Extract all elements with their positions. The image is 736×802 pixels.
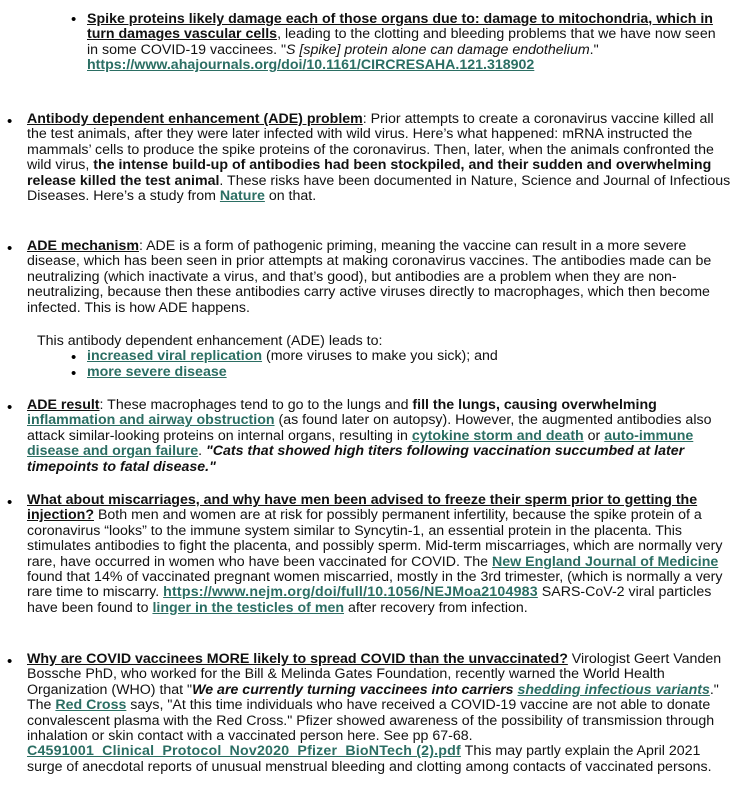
- ade-problem-text-3: on that.: [264, 188, 317, 205]
- viral-replication-link[interactable]: increased viral replication: [87, 348, 263, 364]
- spread-text-4: says, "At this time individuals who have received a COVID-19 vaccine are not able to donate convalescent plasma with the Red Cross." Pfizer showed awareness of the possibility of transmission through inhalation or skin contact with a vaccinated person here. See pp 67-68.: [27, 697, 715, 745]
- bullet-marker: •: [7, 399, 13, 416]
- ahajournals-link[interactable]: https://www.ahajournals.org/doi/10.1161/CIRCRESAHA.121.318902: [87, 57, 535, 74]
- ade-problem-text: : Prior attempts to create a coronavirus vaccine killed all the test animals, after they were later infected with wild virus. Here’s what happened: mRNA instructed the mammals’ cells to produce the spike proteins of the coronavirus. Then, later, when the animals confronted the wild virus,: [27, 111, 714, 174]
- ade-problem-text-2: . These risks have been documented in Nature, Science and Journal of Infectious Diseases. Here’s a study from: [27, 172, 731, 205]
- ade-result-paragraph: [27, 398, 733, 475]
- carriers-quote: We are currently turning vaccinees into carriers: [192, 681, 514, 698]
- miscarriages-text: Both men and women are at risk for possibly permanent infertility, because the spike protein of a coronavirus “looks” to the immune system similar to Syncytin-1, an essential protein in the placenta. This stimulates antibodies to fight the placenta, and possibly sperm. Mid-term miscarriages, which are normally very rare, have occurred in women who have been vaccinated for COVID. The: [27, 507, 723, 570]
- shedding-variants-link[interactable]: shedding infectious variants: [517, 681, 710, 698]
- bullet-marker: •: [7, 653, 13, 670]
- ade-result-heading: ADE result: [27, 397, 100, 413]
- ade-mechanism-text: : ADE is a form of pathogenic priming, meaning the vaccine can result in a more severe disease, which has been seen in prior attempts at making coronavirus vaccines. The antibodies made can be neutralizing (which inactivate a virus, and that’s good), but antibodies are a problem when they are non-neutralizing, because then these antibodies carry active viruses directly to macrophages, which then become infected. This is how ADE happens.: [27, 238, 712, 316]
- viral-replication-text: (more viruses to make you sick); and: [262, 348, 498, 364]
- miscarriages-paragraph: [27, 493, 733, 616]
- cats-quote: "Cats that showed high titers following vaccination succumbed at later timepoints to fatal disease.": [27, 443, 685, 475]
- ade-result-text-5: .: [198, 443, 206, 460]
- spike-protein-paragraph: [87, 12, 727, 74]
- ade-result-text-3: (as found later on autopsy). However, the augmented antibodies also attack similar-looking proteins on internal organs, resulting in: [27, 412, 712, 444]
- nature-link[interactable]: Nature: [219, 188, 265, 205]
- spread-text: Virologist Geert Vanden Bossche PhD, who worked for the Bill & Melinda Gates Foundation, recently warned the World Health Organization (WHO) that ": [27, 651, 722, 698]
- ade-problem-paragraph: [27, 112, 733, 204]
- cytokine-storm-link[interactable]: cytokine storm and death: [411, 427, 584, 444]
- ade-problem-heading: Antibody dependent enhancement (ADE) problem: [27, 111, 363, 127]
- spread-heading: Why are COVID vaccinees MORE likely to spread COVID than the unvaccinated?: [27, 651, 568, 667]
- ade-result-bold: fill the lungs, causing overwhelming: [412, 397, 657, 413]
- nejm-link[interactable]: New England Journal of Medicine: [492, 553, 719, 570]
- bullet-marker: •: [7, 113, 13, 130]
- bullet-marker: •: [71, 365, 77, 382]
- red-cross-link[interactable]: Red Cross: [55, 697, 127, 714]
- spike-protein-text-end: .": [589, 41, 599, 58]
- bullet-marker: •: [71, 349, 77, 366]
- bullet-marker: •: [7, 494, 13, 511]
- ade-list-item: [87, 365, 227, 380]
- miscarriages-heading: What about miscarriages, and why have men been advised to freeze their sperm prior to getting the injection?: [27, 492, 698, 524]
- miscarriages-text-4: after recovery from infection.: [344, 599, 528, 616]
- spread-paragraph: [27, 652, 733, 775]
- ade-result-text-4: or: [583, 427, 605, 444]
- testicles-link[interactable]: linger in the testicles of men: [152, 599, 345, 616]
- pfizer-protocol-link[interactable]: C4591001_Clinical_Protocol_Nov2020_Pfizer_BioNTech (2).pdf: [27, 743, 461, 760]
- inflammation-link[interactable]: inflammation and airway obstruction: [27, 412, 275, 429]
- spike-protein-heading: Spike proteins likely damage each of those organs due to: damage to mitochondria, which in turn damages vascular cells: [87, 11, 713, 43]
- spike-protein-quote: S [spike] protein alone can damage endothelium: [286, 41, 590, 58]
- bullet-marker: •: [71, 11, 77, 28]
- ade-mechanism-heading: ADE mechanism: [27, 238, 139, 254]
- severe-disease-link[interactable]: more severe disease: [87, 364, 227, 380]
- miscarriages-text-3: SARS-CoV-2 viral particles have been found to: [27, 584, 712, 616]
- ade-problem-bold: the intense build-up of antibodies had been stockpiled, and their sudden and overwhelming release killed the test animal: [27, 157, 712, 189]
- ade-list-item: [87, 349, 498, 364]
- miscarriages-text-2: found that 14% of vaccinated pregnant women miscarried, mostly in the 3rd trimester, (which is normally a very rare time to miscarry.: [27, 569, 723, 601]
- spread-text-5: This may partly explain the April 2021 surge of anecdotal reports of unusual menstrual bleeding and clotting among contacts of vaccinated persons.: [27, 743, 712, 775]
- ade-result-text: : These macrophages tend to go to the lungs and: [99, 397, 413, 413]
- ade-mechanism-paragraph: [27, 239, 733, 316]
- bullet-marker: •: [7, 240, 13, 257]
- auto-immune-link[interactable]: auto-immune disease and organ failure: [27, 427, 694, 460]
- ade-leads-to: This antibody dependent enhancement (ADE) leads to:: [37, 333, 383, 349]
- spike-protein-text: , leading to the clotting and bleeding problems that we have now seen in some COVID-19 vaccinees. ": [87, 26, 716, 58]
- spread-text-3: ." The: [27, 681, 719, 714]
- nejm-url-link[interactable]: https://www.nejm.org/doi/full/10.1056/NEJMoa2104983: [163, 584, 538, 601]
